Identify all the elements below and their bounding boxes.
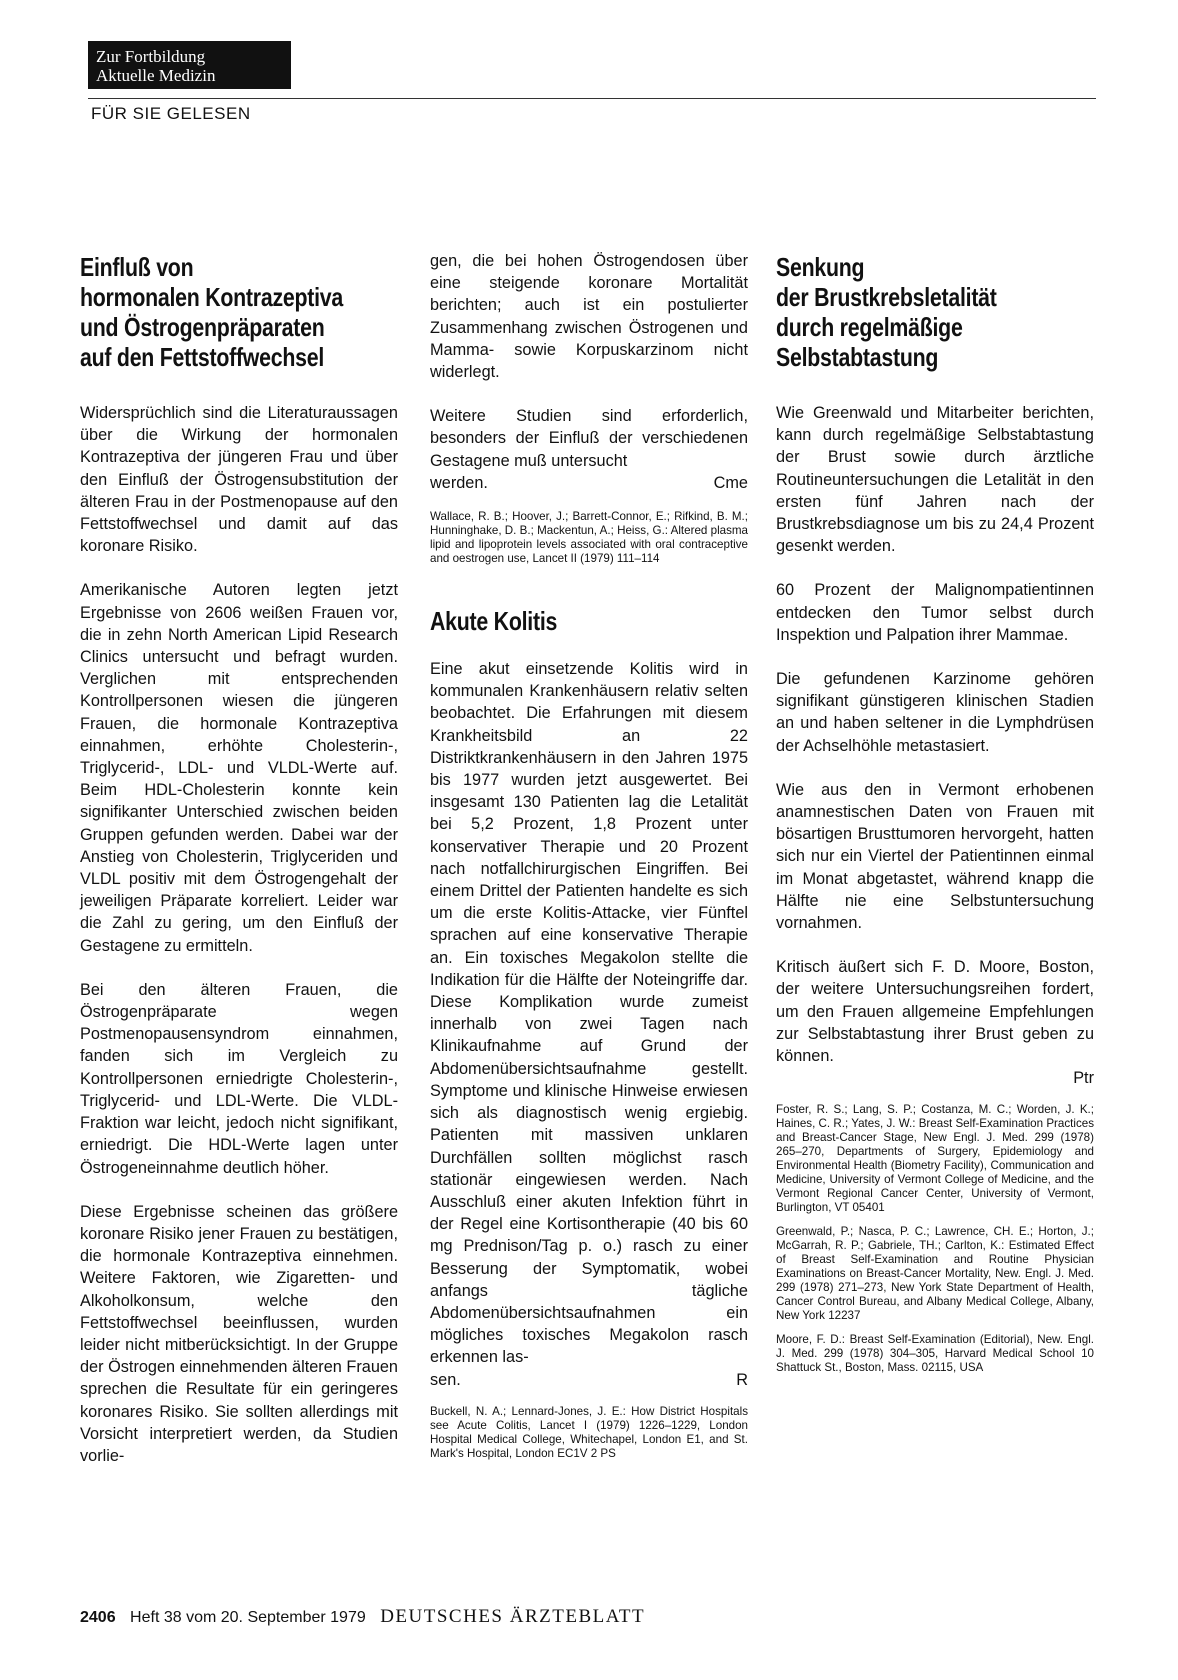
article-1-title: Einfluß von hormonalen Kontrazeptiva und Östrogenpräparaten auf den Fettstoffwechsel [80, 252, 344, 372]
article-3-paragraph: Die gefundenen Karzinome gehören signifikant günstigeren klinischen Stadien an und haben seltener in die Lymphdrüsen der Achselhöhle metastasiert. [776, 670, 1094, 755]
author-signature: Cme [713, 473, 748, 492]
rubric-badge [88, 41, 291, 89]
author-signature: R [736, 1370, 748, 1389]
column-3 [776, 252, 1094, 1375]
article-3-paragraph: Wie Greenwald und Mitarbeiter berichten, kann durch regelmäßige Selbstabtastung der Brust sowie durch ärztliche Routineuntersuchungen die Letalität in den ersten fünf Jahren nach der Brustkrebsdiagnose um bis zu 24,4 Prozent gesenkt werden. [776, 404, 1094, 556]
article-1-paragraph: Diese Ergebnisse scheinen das größere koronare Risiko jener Frauen zu bestätigen, die hormonale Kontrazeptiva einnehmen. Weitere Faktoren, wie Zigaretten- und Alkoholkonsum, welche den Fettstoffwechsel beeinflussen, wurden leider nicht mitberücksichtigt. In der Gruppe der Östrogen einnehmenden älteren Frauen sprechen die Resultate für ein geringeres koronares Risiko. Sie sollten allerdings mit Vorsicht interpretiert werden, da Studien vorlie- [80, 1202, 398, 1465]
article-1-paragraph-continued: gen, die bei hohen Östrogendosen über eine steigende koronare Mortalität berichten; auch ist ein postulierter Zusammenhang zwischen Östrogenen und Mamma- sowie Korpuskarzinom nicht widerlegt. [430, 252, 748, 382]
article-2-title: Akute Kolitis [430, 606, 558, 637]
journal-name: DEUTSCHES ÄRZTEBLATT [380, 1606, 646, 1627]
column-1 [80, 252, 398, 1467]
article-2-paragraph: Eine akut einsetzende Kolitis wird in kommunalen Krankenhäusern relativ selten beobachtet. Die Erfahrungen mit diesem Krankheitsbild an 22 Distriktkrankenhäusern in den Jahren 1975 bis 1977 wurden jetzt ausgewertet. Bei insgesamt 130 Patienten lag die Letalität bei 5,2 Prozent, 1,8 Prozent unter konservativer Therapie und 20 Prozent nach notfallchirurgischen Eingriffen. Bei einem Drittel der Patienten handelte es sich um die erste Kolitis-Attacke, vier Fünftel sprachen auf eine konservative Therapie an. Ein toxisches Megakolon stellte die Indikation für die Hälfte der Noteingriffe dar. Diese Komplikation wurde zumeist innerhalb von zwei Tagen nach Klinikaufnahme auf Grund der Abdomenübersichtsaufnahme gestellt. Symptome und klinische Hinweise erwiesen sich als diagnostisch wenig ergiebig. Patienten mit massiven unklaren Durchfällen sollten möglichst rasch stationär eingewiesen werden. Nach Ausschluß einer akuten Infektion führt in der Regel eine Kortisontherapie (40 bis 60 mg Prednison/Tag p. o.) rasch zu einer Besserung der Symptomatik, wobei anfangs tägliche Abdomenübersichtsaufnahmen ein mögliches toxisches Megakolon rasch erkennen las- sen. R [430, 658, 748, 1391]
page-footer [80, 1606, 645, 1628]
article-1-paragraph: Widersprüchlich sind die Literaturaussagen über die Wirkung der hormonalen Kontrazeptiva der jüngeren Frau und über den Einfluß der Östrogensubstitution der älteren Frau in der Postmenopause auf den Fettstoffwechsel und damit auf das koronare Risiko. [80, 404, 398, 556]
issue-info: Heft 38 vom 20. September 1979 [130, 1609, 366, 1626]
article-3-reference: Greenwald, P.; Nasca, P. C.; Lawrence, CH. E.; Horton, J.; McGarrah, R. P.; Gabriele, TH.; Carlton, K.: Estimated Effect of Breast Self-Examination and Routine Physician Examinations on Breast-Cancer Mortality, New. Engl. J. Med. 299 (1978) 271–273, New York State Department of Health, Cancer Control Bureau, and Albany Medical College, Albany, New York 12237 [776, 1225, 1094, 1323]
author-signature: Ptr [1073, 1069, 1094, 1088]
article-1-paragraph: Bei den älteren Frauen, die Östrogenpräparate wegen Postmenopausensyndrom einnahmen, fanden sich im Vergleich zu Kontrollpersonen erniedrigte Cholesterin-, Triglycerid- und LDL-Werte. Die VLDL-Fraktion war leicht, jedoch nicht signifikant, erniedrigt. Die HDL-Werte lagen unter Östrogeneinnahme deutlich höher. [80, 980, 398, 1177]
page-number: 2406 [80, 1609, 116, 1626]
column-2 [430, 250, 748, 1461]
article-3-paragraph: Kritisch äußert sich F. D. Moore, Boston, der weitere Untersuchungsreihen fordert, um den Frauen allgemeine Empfehlungen zur Selbstabtastung ihrer Brust geben zu können. Ptr [776, 956, 1094, 1089]
rubric-line-1: Zur Fortbildung [96, 47, 206, 66]
article-3-reference: Moore, F. D.: Breast Self-Examination (Editorial), New. Engl. J. Med. 299 (1978) 304–305, Harvard Medical School 10 Shattuck St., Boston, Mass. 02115, USA [776, 1333, 1094, 1375]
article-2-reference: Buckell, N. A.; Lennard-Jones, J. E.: How District Hospitals see Acute Colitis, Lancet I (1979) 1226–1229, London Hospital Medical College, Whitechapel, London E1, and St. Mark's Hospital, London EC1V 2 PS [430, 1404, 748, 1460]
header-rule [88, 98, 1096, 99]
article-1-reference: Wallace, R. B.; Hoover, J.; Barrett-Connor, E.; Rifkind, B. M.; Hunninghake, D. B.; Mackentun, A.; Heiss, G.: Altered plasma lipid and lipoprotein levels associated with oral contraceptive and oestrogen use, Lancet II (1979) 111–114 [430, 510, 748, 566]
article-3-paragraph: Wie aus den in Vermont erhobenen anamnestischen Daten von Frauen mit bösartigen Brusttumoren hervorgeht, hatten sich nur ein Viertel der Patientinnen einmal im Monat abgetastet, während knapp die Hälfte nie eine Selbstuntersuchung vornahmen. [776, 780, 1094, 933]
rubric-line-2: Aktuelle Medizin [96, 66, 216, 85]
article-3-paragraph: 60 Prozent der Malignompatientinnen entdecken den Tumor selbst durch Inspektion und Palpation ihrer Mammae. [776, 581, 1094, 644]
section-label: FÜR SIE GELESEN [91, 104, 251, 123]
article-3-title: Senkung der Brustkrebsletalität durch regelmäßige Selbstabtastung [776, 252, 997, 372]
article-3-reference: Foster, R. S.; Lang, S. P.; Costanza, M. C.; Worden, J. K.; Haines, C. R.; Yates, J. W.: Breast Self-Examination Practices and Breast-Cancer Stage, New Engl. J. Med. 299 (1978) 265–270, Departments of Surgery, Epidemiology and Environmental Health (Biometry Facility), Communication and Medicine, University of Vermont College of Medicine, and the Vermont Regional Cancer Center, University of Vermont, Burlington, VT 05401 [776, 1103, 1094, 1215]
article-1-paragraph: Weitere Studien sind erforderlich, besonders der Einfluß der verschiedenen Gestagene muß untersucht werden. Cme [430, 405, 748, 494]
article-1-paragraph: Amerikanische Autoren legten jetzt Ergebnisse von 2606 weißen Frauen vor, die in zehn North American Lipid Research Clinics untersucht und befragt wurden. Verglichen mit entsprechenden Kontrollpersonen wiesen die jüngeren Frauen, die hormonale Kontrazeptiva einnahmen, erhöhte Cholesterin-, Triglycerid-, LDL- und VLDL-Werte auf. Beim HDL-Cholesterin konnte kein signifikanter Unterschied zwischen beiden Gruppen gefunden werden. Dabei war der Anstieg von Cholesterin, Triglyceriden und VLDL positiv mit dem Östrogengehalt der jeweiligen Präparate korreliert. Leider war die Zahl zu gering, um den Einfluß der Gestagene zu ermitteln. [80, 581, 398, 955]
